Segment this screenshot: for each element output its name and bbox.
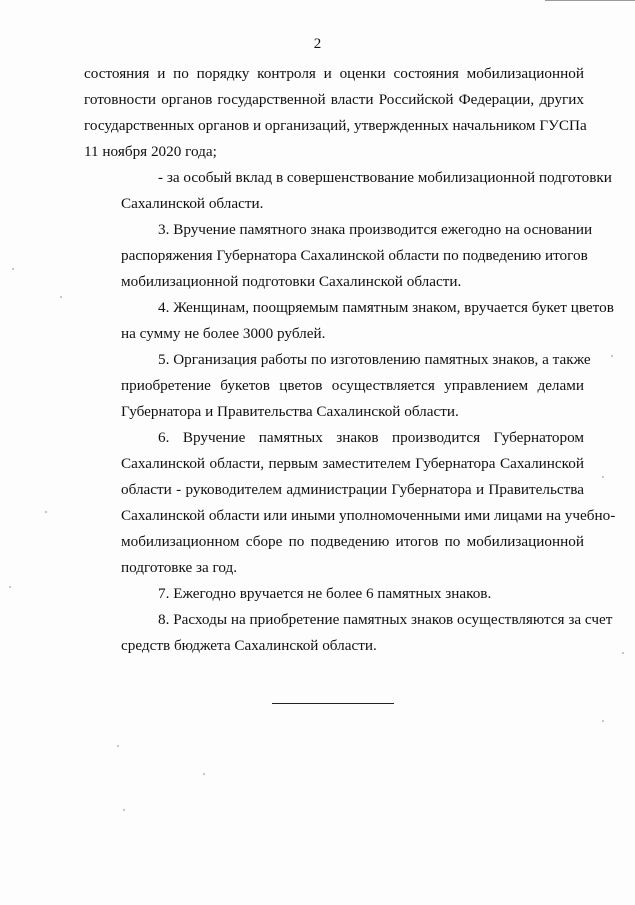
text-line: мобилизационном сборе по подведению итогов по мобилизационной — [121, 533, 584, 550]
text-line: мобилизационной подготовки Сахалинской области. — [121, 273, 462, 290]
scan-edge-mark — [545, 0, 635, 4]
paragraph — [84, 581, 584, 607]
text-line: 3. Вручение памятного знака производится ежегодно на основании — [158, 221, 593, 238]
scan-speck — [622, 652, 624, 654]
text-line: приобретение букетов цветов осуществляется управлением делами — [121, 377, 584, 394]
paragraph — [84, 425, 616, 581]
text-line: Сахалинской области, первым заместителем Губернатора Сахалинской — [121, 455, 584, 472]
scan-speck — [602, 476, 604, 478]
scan-speck — [117, 745, 119, 747]
scan-speck — [12, 268, 14, 270]
paragraph — [84, 217, 593, 295]
paragraph — [84, 61, 587, 165]
paragraph — [84, 347, 591, 425]
paragraph — [84, 165, 612, 217]
text-line: государственных органов и организаций, утвержденных начальником ГУСПа — [84, 117, 587, 134]
text-line: состояния и по порядку контроля и оценки состояния мобилизационной — [84, 65, 584, 82]
scan-speck — [123, 809, 125, 811]
scan-speck — [203, 773, 205, 775]
text-line: 5. Организация работы по изготовлению памятных знаков, а также — [158, 351, 591, 368]
text-line: 4. Женщинам, поощряемым памятным знаком, вручается букет цветов — [158, 299, 614, 316]
text-line: 8. Расходы на приобретение памятных знаков осуществляются за счет — [158, 611, 613, 628]
text-line: - за особый вклад в совершенствование мобилизационной подготовки — [158, 169, 612, 186]
document-body — [84, 61, 616, 659]
text-line: 7. Ежегодно вручается не более 6 памятных знаков. — [158, 585, 492, 602]
paragraph — [84, 607, 613, 659]
text-line: области - руководителем администрации Губернатора и Правительства — [121, 481, 584, 498]
text-line: подготовке за год. — [121, 559, 238, 576]
scan-speck — [60, 296, 62, 298]
text-line: средств бюджета Сахалинской области. — [121, 637, 377, 654]
text-line: Губернатора и Правительства Сахалинской области. — [121, 403, 459, 420]
text-line: Сахалинской области. — [121, 195, 264, 212]
text-line: на сумму не более 3000 рублей. — [121, 325, 326, 342]
text-line: Сахалинской области или иными уполномоченными ими лицами на учебно- — [121, 507, 616, 524]
scan-speck — [611, 355, 613, 357]
text-line: готовности органов государственной власти Российской Федерации, других — [84, 91, 584, 108]
scan-speck — [602, 720, 604, 722]
text-line: распоряжения Губернатора Сахалинской области по подведению итогов — [121, 247, 588, 264]
end-of-document-rule — [272, 703, 394, 704]
text-line: 11 ноября 2020 года; — [84, 143, 217, 160]
paragraph — [84, 295, 614, 347]
page-number: 2 — [313, 36, 322, 52]
scan-speck — [45, 511, 47, 513]
text-line: 6. Вручение памятных знаков производится Губернатором — [158, 429, 584, 446]
scan-speck — [9, 586, 11, 588]
